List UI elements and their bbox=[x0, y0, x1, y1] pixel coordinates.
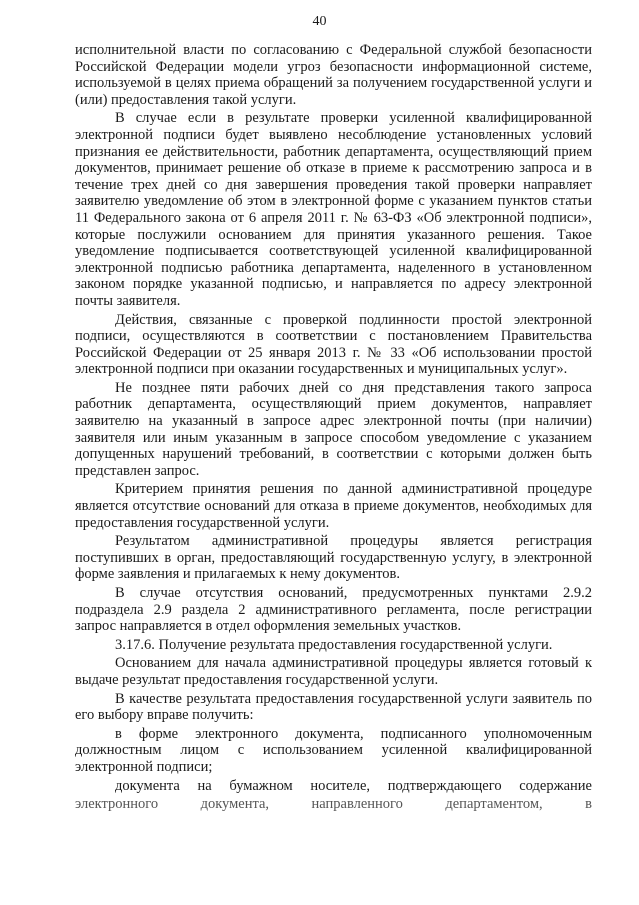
paragraph-7: В случае отсутствия оснований, предусмотренных пунктами 2.9.2 подраздела 2.9 раздела 2 административного регламента, после регистрации запрос направляется в отдел оформления земельных участков. bbox=[75, 585, 592, 635]
paragraph-13: электронного документа, направленного департаментом, в bbox=[75, 796, 592, 813]
paragraph-3: Действия, связанные с проверкой подлинности простой электронной подписи, осуществляются в соответствии с постановлением Правительства Российской Федерации от 25 января 2013 г. № 33 «Об использовании простой электронной подписи при оказании государственных и муниципальных услуг». bbox=[75, 311, 592, 378]
page-number: 40 bbox=[312, 14, 327, 29]
paragraph-9: Основанием для начала административной процедуры является готовый к выдаче результат предоставления государственной услуги. bbox=[75, 655, 592, 688]
paragraph-11: в форме электронного документа, подписанного уполномоченным должностным лицом с использованием усиленной квалифицированной электронной подписи; bbox=[75, 725, 592, 775]
document-body bbox=[75, 42, 592, 815]
paragraph-6: Результатом административной процедуры является регистрация поступивших в орган, предоставляющий государственную услугу, в электронной форме заявления и прилагаемых к нему документов. bbox=[75, 533, 592, 583]
paragraph-1: исполнительной власти по согласованию с Федеральной службой безопасности Российской Федерации модели угроз безопасности информационной системе, используемой в целях приема обращений за получением государственной услуги и (или) предоставления такой услуги. bbox=[75, 42, 592, 108]
paragraph-2: В случае если в результате проверки усиленной квалифицированной электронной подписи будет выявлено несоблюдение установленных условий признания ее действительности, работник департамента, осуществляющий прием документов, принимает решение об отказе в приеме к рассмотрению запроса и в течение трех дней со дня завершения проведения такой проверки направляет заявителю уведомление об этом в электронной форме с указанием пунктов статьи 11 Федерального закона от 6 апреля 2011 г. № 63-ФЗ «Об электронной подписи», которые послужили основанием для принятия указанного решения. Такое уведомление подписывается соответствующей усиленной квалифицированной электронной подписью работника департамента, наделенного в установленном законом порядке указанной подписью, и направляется по адресу электронной почты заявителя. bbox=[75, 110, 592, 309]
paragraph-4: Не позднее пяти рабочих дней со дня представления такого запроса работник департамента, осуществляющий прием документов, направляет заявителю на указанный в запросе адрес электронной почты (при наличии) заявителя или иным указанным в запросе способом уведомление с указанием допущенных нарушений требований, в соответствии с которыми должен быть представлен запрос. bbox=[75, 379, 592, 479]
paragraph-5: Критерием принятия решения по данной административной процедуре является отсутствие оснований для отказа в приеме документов, необходимых для предоставления государственной услуги. bbox=[75, 481, 592, 531]
paragraph-8: 3.17.6. Получение результата предоставления государственной услуги. bbox=[115, 636, 553, 653]
paragraph-10: В качестве результата предоставления государственной услуги заявитель по его выбору вправе получить: bbox=[75, 690, 592, 724]
paragraph-12: документа на бумажном носителе, подтверждающего содержание bbox=[115, 777, 592, 794]
